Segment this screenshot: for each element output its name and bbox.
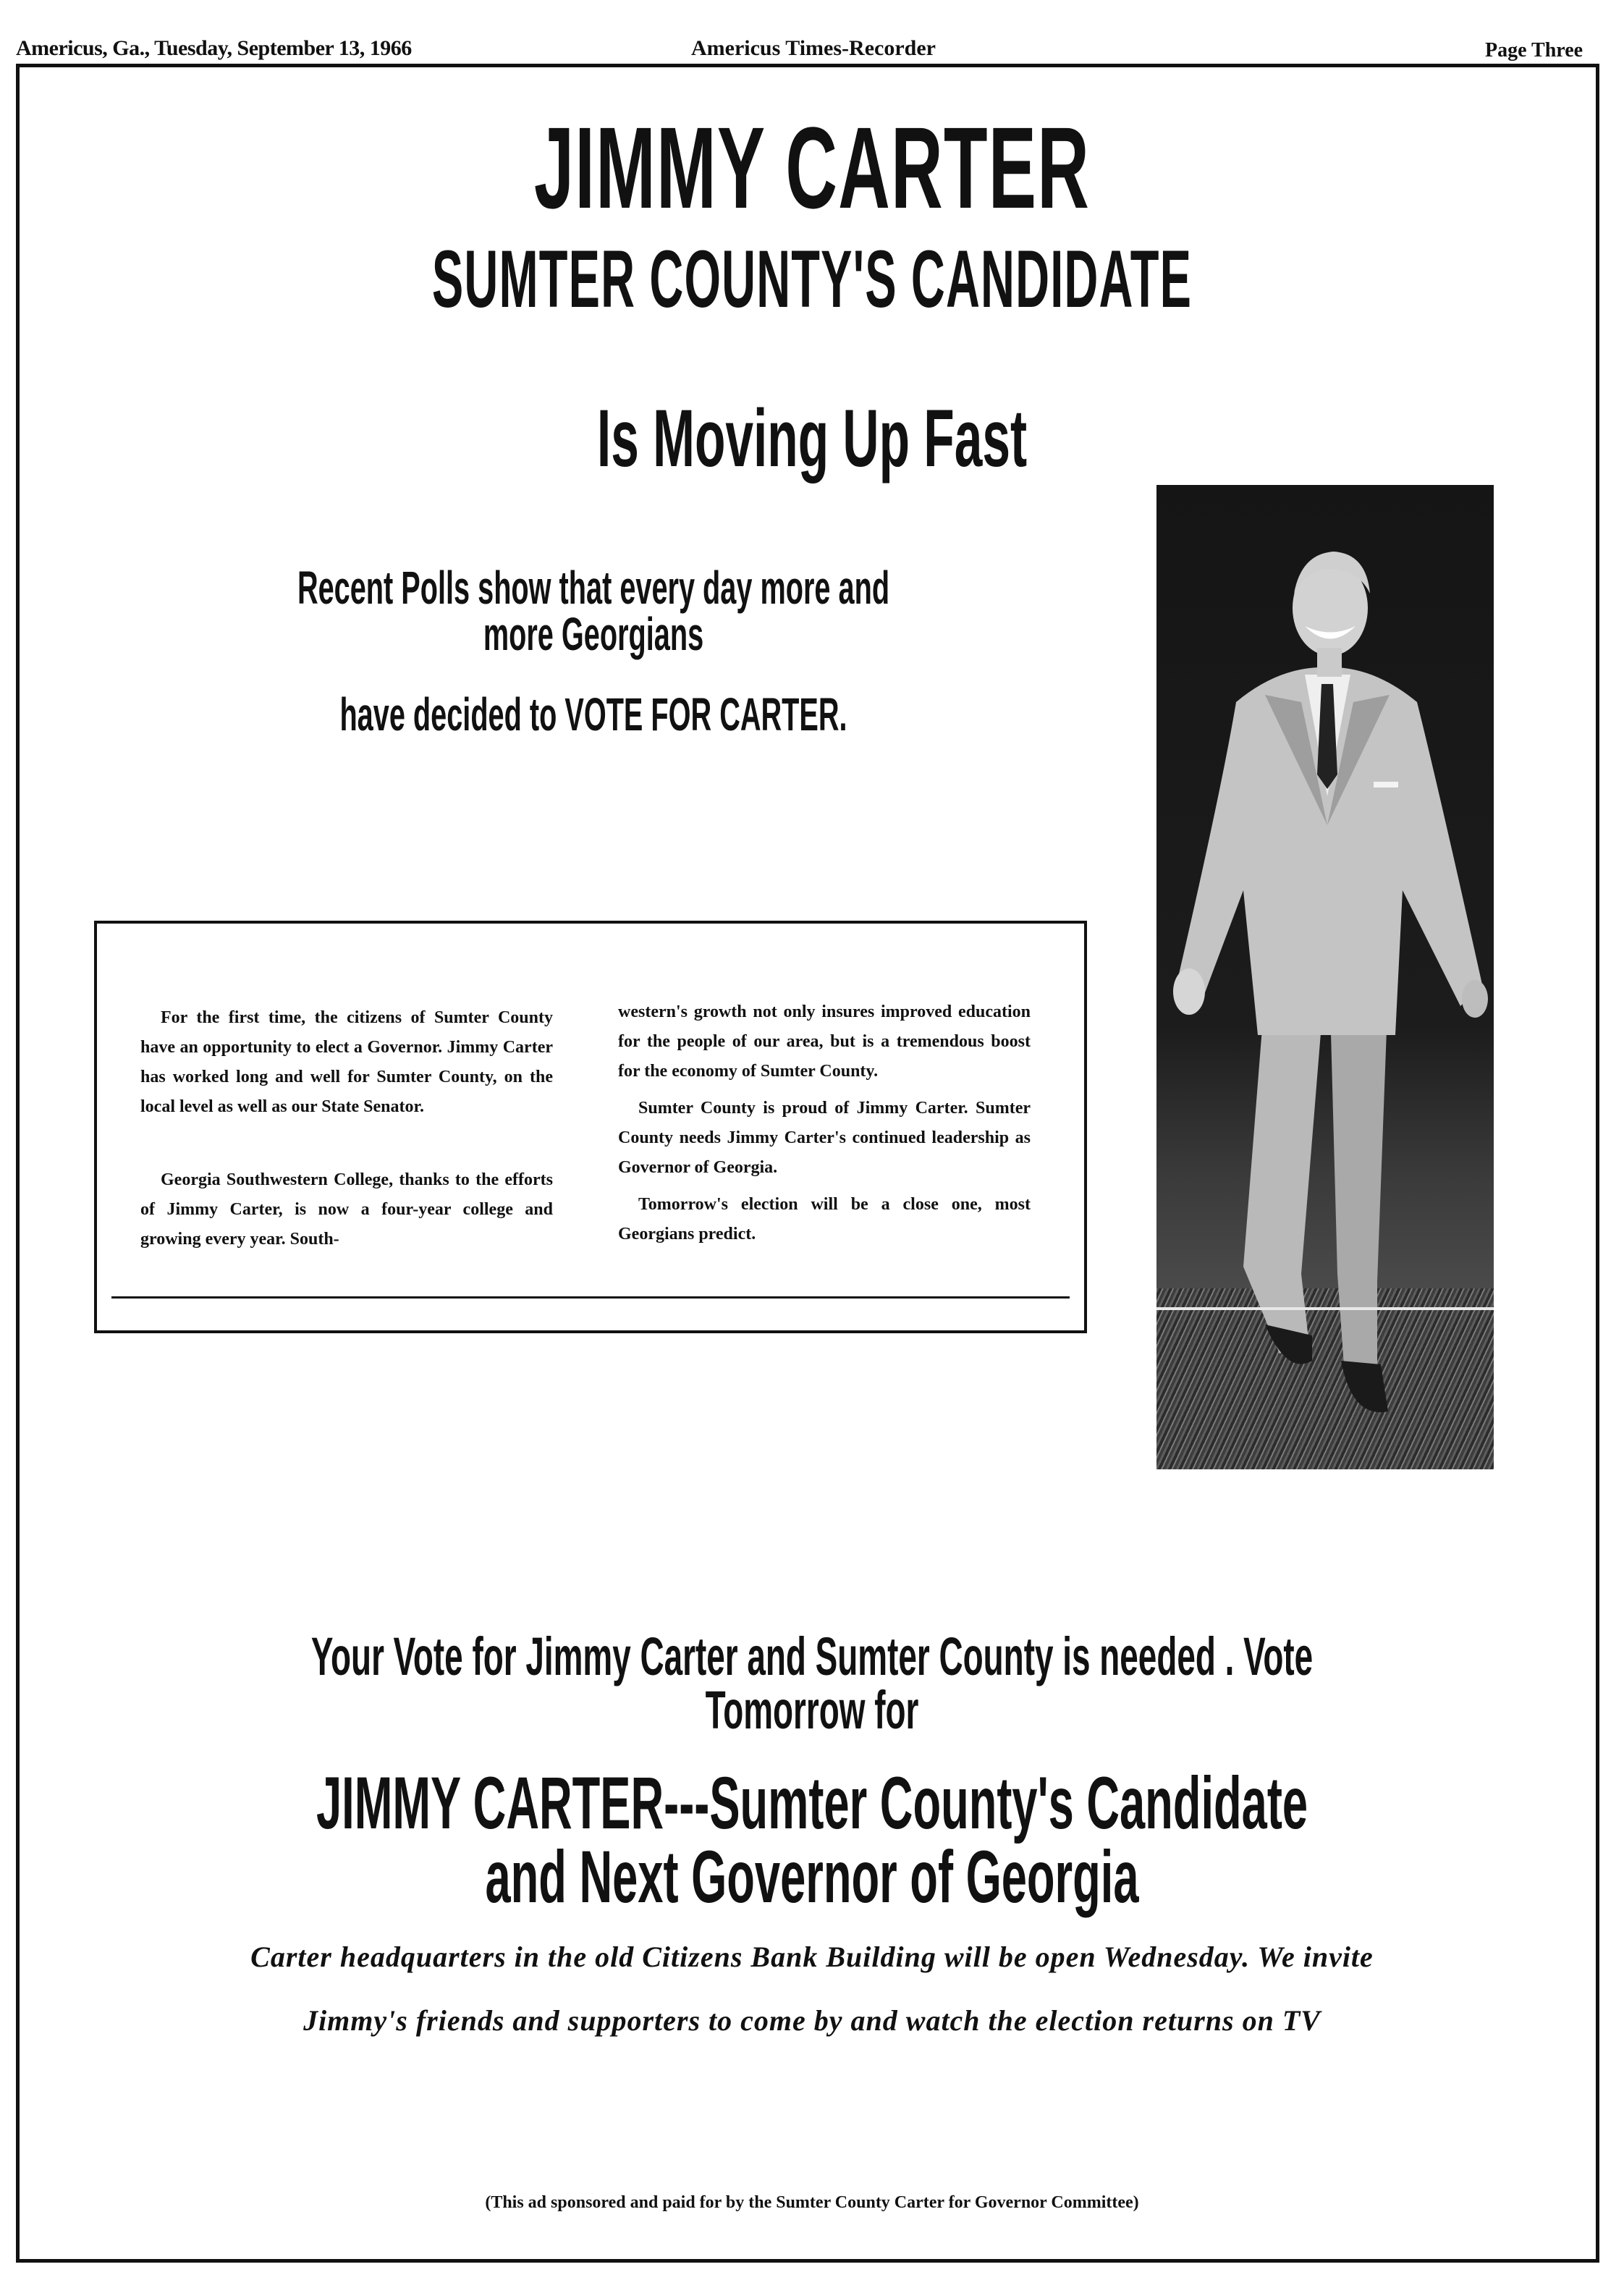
photo-divider-line <box>1156 1307 1494 1310</box>
masthead-paper-name: Americus Times-Recorder <box>691 36 936 60</box>
masthead <box>0 0 1624 65</box>
info-paragraph: Georgia Southwestern College, thanks to the efforts of Jimmy Carter, is now a four-year college and growing every year. South- <box>140 1170 553 1249</box>
candidate-figure <box>1156 485 1494 1469</box>
info-text-box <box>94 921 1087 1333</box>
info-column-left <box>140 1003 553 1254</box>
info-paragraph: For the first time, the citizens of Sumter County have an opportunity to elect a Governor. Jimmy Carter has worked long and well for Sumter County, on the local level as well as our State Senator. <box>140 1008 553 1116</box>
ad-subtitle: SUMTER COUNTY'S CANDIDATE <box>431 234 1193 324</box>
info-text-box-inner <box>111 938 1070 1299</box>
sponsor-disclaimer: (This ad sponsored and paid for by the Sumter County Carter for Governor Committee) <box>485 2193 1139 2212</box>
headquarters-line-2: Jimmy's friends and supporters to come by and watch the election returns on TV <box>303 2004 1321 2037</box>
info-column-right <box>618 997 1031 1249</box>
polls-line-1: Recent Polls show that every day more and more Georgians <box>297 562 890 660</box>
candidate-photo <box>1156 485 1494 1469</box>
masthead-page-label: Page Three <box>1485 39 1583 62</box>
info-paragraph: western's growth not only insures improved education for the people of our area, but is a tremendous boost for the economy of Sumter County. <box>618 1002 1031 1081</box>
masthead-date-line: Americus, Ga., Tuesday, September 13, 1966 <box>16 36 412 60</box>
headquarters-line-1: Carter headquarters in the old Citizens Bank Building will be open Wednesday. We invite <box>250 1941 1374 1973</box>
ad-headline: Is Moving Up Fast <box>596 393 1028 484</box>
polls-line-2: have decided to VOTE FOR CARTER. <box>339 688 847 740</box>
info-paragraph: Tomorrow's election will be a close one, most Georgians predict. <box>618 1195 1031 1244</box>
ad-title: JIMMY CARTER <box>533 103 1091 232</box>
next-governor-line: JIMMY CARTER---Sumter County's Candidate and Next Governor of Georgia <box>316 1762 1308 1918</box>
vote-tomorrow-line: Your Vote for Jimmy Carter and Sumter County is needed . Vote Tomorrow for <box>310 1626 1314 1740</box>
info-paragraph: Sumter County is proud of Jimmy Carter. Sumter County needs Jimmy Carter's continued leadership as Governor of Georgia. <box>618 1099 1031 1177</box>
